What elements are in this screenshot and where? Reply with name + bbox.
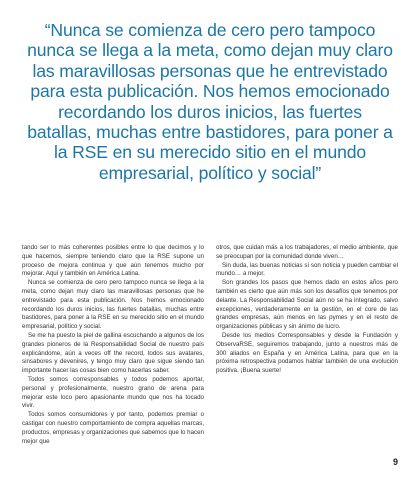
- right-paragraph-3: Son grandes los pasos que hemos dado en estos años pero también es cierto que aún más son los desafíos que tenemos por delante. La Responsabilidad Social aún no se ha integrado, salvo excepciones, verdaderamente en la gestión, en el core de las grandes empresas, aún menos en las pymes y en el resto de organizaciones públicas y sin ánimo de lucro.: [216, 279, 398, 331]
- left-column: [22, 244, 204, 446]
- page-number: 9: [392, 457, 398, 467]
- right-paragraph-1: otros, que cuidan más a los trabajadores, el medio ambiente, que se preocupan por la comunidad donde viven…: [216, 244, 398, 260]
- right-paragraph-2: Sin duda, las buenas noticias sí son noticia y pueden cambiar el mundo… a mejor.: [216, 261, 398, 278]
- right-column: [216, 244, 398, 446]
- body-columns: [22, 244, 398, 446]
- left-paragraph-4: Todos somos corresponsables y todos podemos aportar, personal y profesionalmente, nuestro grano de arena para mejorar este loco pero apasionante mundo que nos ha tocado vivir.: [22, 375, 204, 410]
- left-paragraph-1: tando ser lo más coherentes posibles entre lo que decimos y lo que hacemos, siempre teniendo claro que la RSE supone un proceso de mejora continua y que aún tenemos mucho por mejorar. Aquí y también en América Latina.: [22, 244, 204, 278]
- right-paragraph-4: Desde los medios Corresponsables y desde la Fundación y ObservaRSE, seguiremos trabajando, junto a nuestros más de 300 aliados en España y en América Latina, para que en la próxima retrospectiva podamos hablar también de una evolución positiva. ¡Buena suerte!: [216, 331, 398, 375]
- left-paragraph-2: Nunca se comienza de cero pero tampoco nunca se llega a la meta, como dejan muy claro las maravillosas personas que he entrevistado para esta publicación. Nos hemos emocionado recordando los duros inicios, las fuertes batallas, muchas entre bastidores, para poner a la RSE en su merecido sitio en el mundo empresarial, político y social.: [22, 279, 204, 331]
- left-paragraph-3: Se me ha puesto la piel de gallina escuchando a algunos de los grandes pioneros de la Responsabilidad Social de nuestro país explicándome, aún a veces off the record, todos sus avatares, sinsabores y devenires, y tengo muy claro que sigue siendo tan importante hacer las cosas bien como hacerlas saber.: [22, 331, 204, 375]
- left-paragraph-5: Todos somos consumidores y por tanto, podemos premiar o castigar con nuestro comportamiento de compra aquellas marcas, productos, empresas y organizaciones que sabemos que lo hacen mejor que: [22, 411, 204, 445]
- pull-quote: “Nunca se comienza de cero pero tampoco nunca se llega a la meta, como dejan muy claro las maravillosas personas que he entrevistado para esta publicación. Nos hemos emocionado recordando los duros inicios, las fuertes batallas, muchas entre bastidores, para poner a la RSE en su merecido sitio en el mundo empresarial, político y social”: [27, 20, 393, 183]
